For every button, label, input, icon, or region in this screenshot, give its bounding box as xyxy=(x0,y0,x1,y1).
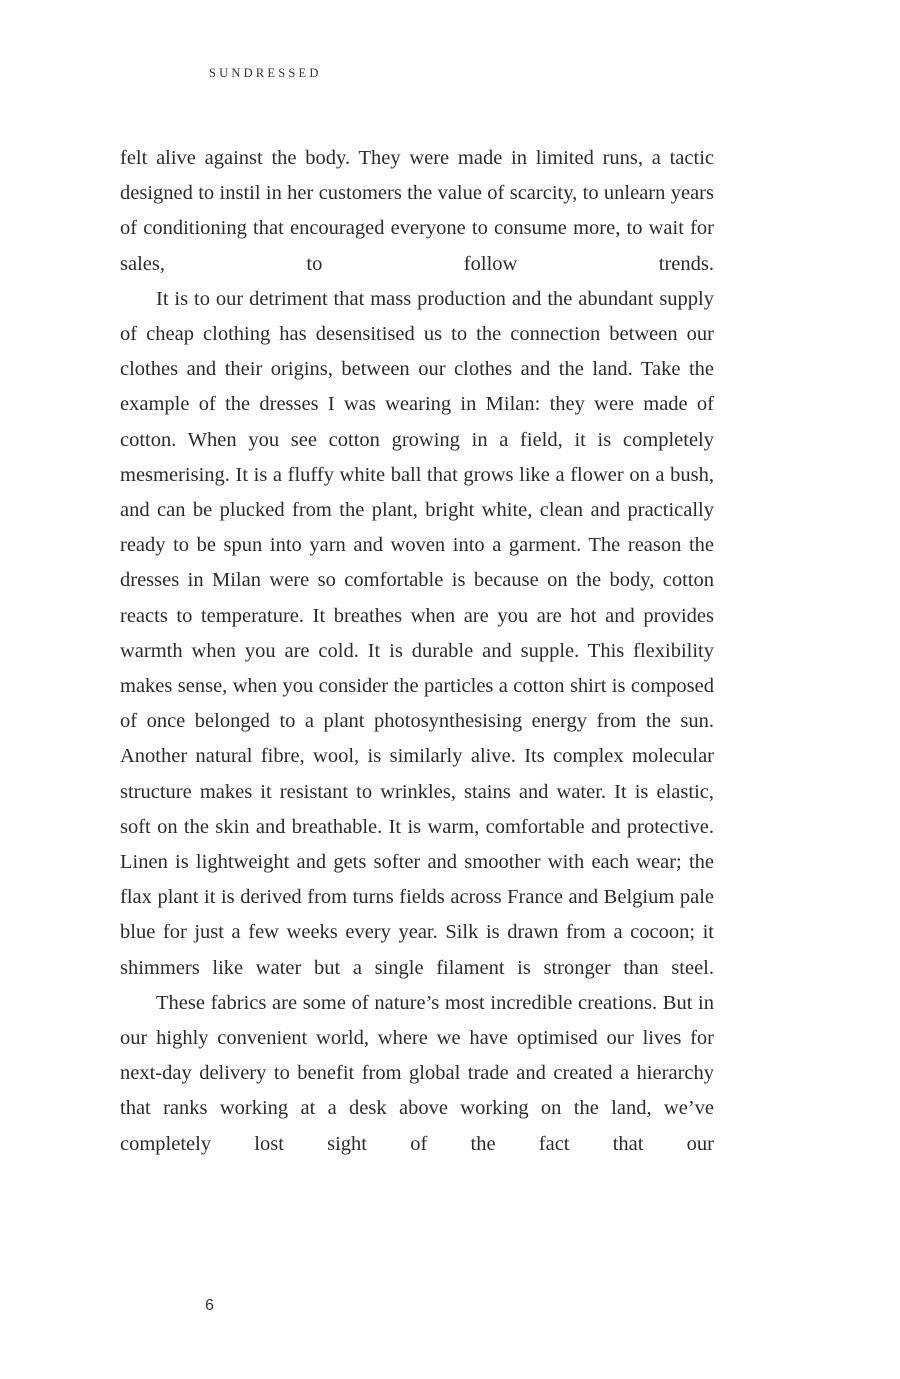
page-number: 6 xyxy=(205,1297,214,1314)
body-text xyxy=(120,141,714,1162)
paragraph-2: It is to our detriment that mass production and the abundant supply of cheap clothing has desensitised us to the connection between our clothes and their origins, between our clothes and the land. Take the example of the dresses I was wearing in Milan: they were made of cotton. When you see cotton growing in a field, it is completely mesmerising. It is a fluffy white ball that grows like a flower on a bush, and can be plucked from the plant, bright white, clean and practically ready to be spun into yarn and woven into a garment. The reason the dresses in Milan were so comfortable is because on the body, cotton reacts to temperature. It breathes when are you are hot and provides warmth when you are cold. It is durable and supple. This flexibility makes sense, when you consider the particles a cotton shirt is composed of once belonged to a plant photosynthesising energy from the sun. Another natural fibre, wool, is similarly alive. Its complex molecular structure makes it resistant to wrinkles, stains and water. It is elastic, soft on the skin and breathable. It is warm, comfortable and protective. Linen is lightweight and gets softer and smoother with each wear; the flax plant it is derived from turns fields across France and Belgium pale blue for just a few weeks every year. Silk is drawn from a cocoon; it shimmers like water but a single filament is stronger than steel. xyxy=(120,287,714,979)
paragraph-1: felt alive against the body. They were made in limited runs, a tactic designed to instil in her customers the value of scarcity, to unlearn years of conditioning that encouraged everyone to consume more, to wait for sales, to follow trends. xyxy=(120,147,714,275)
running-head: SUNDRESSED xyxy=(209,66,322,80)
paragraph-3: These fabrics are some of nature’s most incredible creations. But in our highly convenient world, where we have optimised our lives for next-day delivery to benefit from global trade and created a hierarchy that ranks working at a desk above working on the land, we’ve completely lost sight of the fact that our xyxy=(120,991,714,1155)
